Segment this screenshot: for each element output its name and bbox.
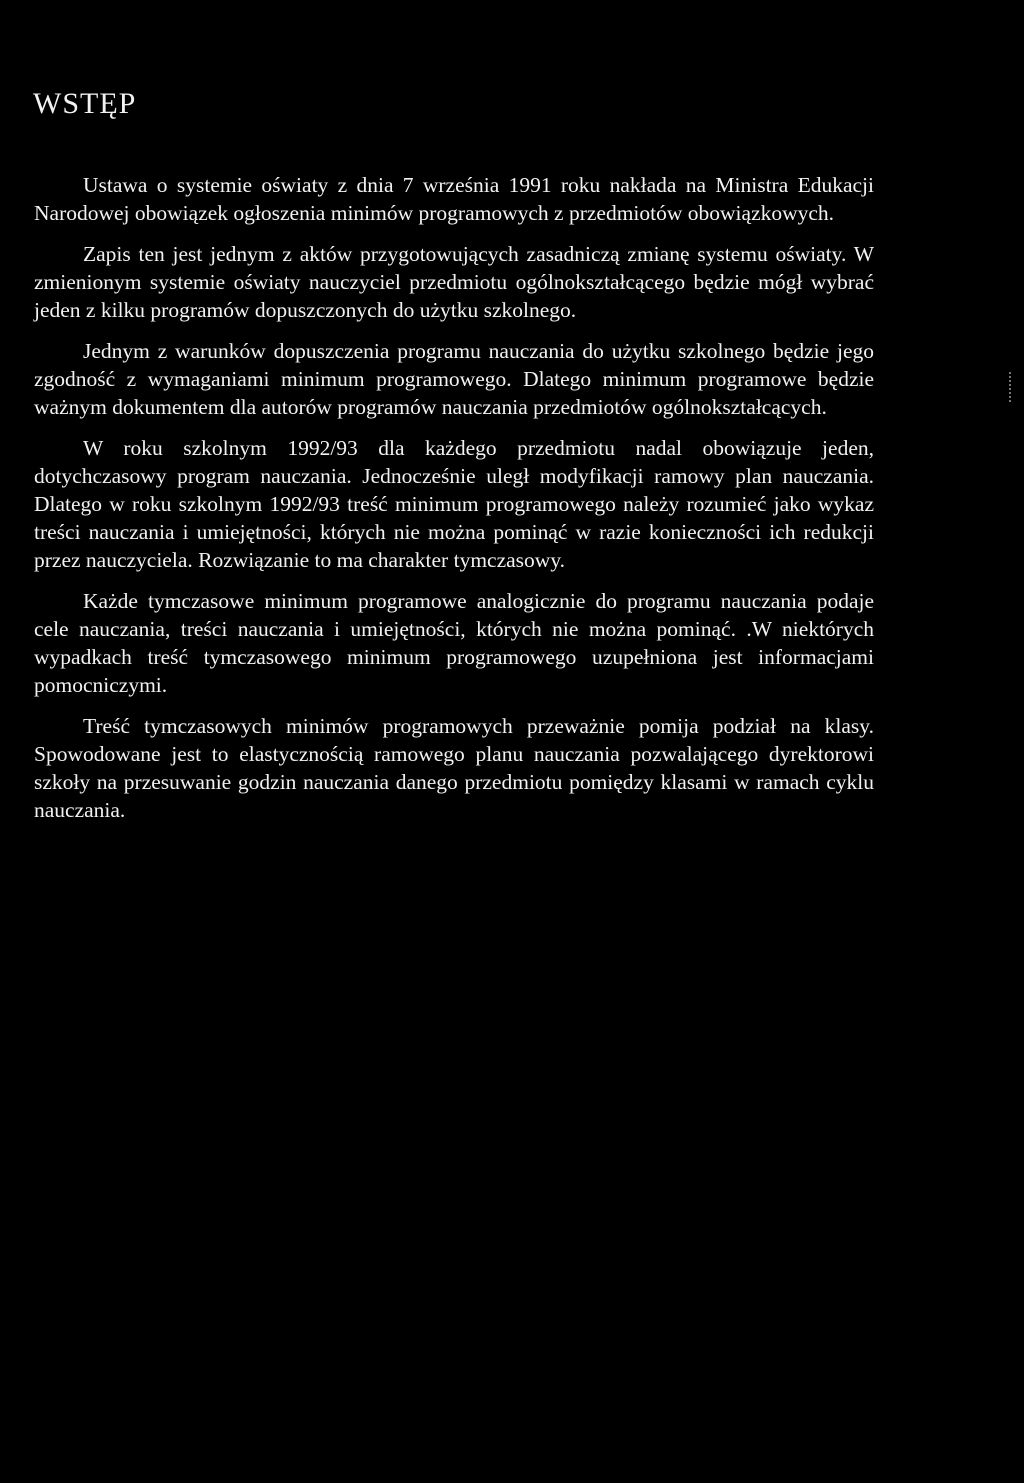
paragraph-6: Treść tymczasowych minimów programowych przeważnie pomija podział na klasy. Spowodowane jest to elastycznością ramowego planu nauczania pozwalającego dyrektorowi szkoły na przesuwanie godzin nauczania danego przedmiotu pomiędzy klasami w ramach cyklu nauczania.	[34, 714, 874, 822]
paragraph-5: Każde tymczasowe minimum programowe analogicznie do programu nauczania podaje cele nauczania, treści nauczania i umiejętności, których nie można pominąć. .W niektórych wypadkach treść tymczasowego minimum programowego uzupełniona jest informacjami pomocniczymi.	[34, 589, 874, 697]
paragraph-1: Ustawa o systemie oświaty z dnia 7 września 1991 roku nakłada na Ministra Edukacji Narodowej obowiązek ogłoszenia minimów programowych z przedmiotów obowiązkowych.	[34, 173, 874, 225]
scan-artifact	[1009, 372, 1013, 402]
paragraph-2: Zapis ten jest jednym z aktów przygotowujących zasadniczą zmianę systemu oświaty. W zmienionym systemie oświaty nauczyciel przedmiotu ogólnokształcącego będzie mógł wybrać jeden z kilku programów dopuszczonych do użytku szkolnego.	[34, 242, 874, 322]
paragraph-3: Jednym z warunków dopuszczenia programu nauczania do użytku szkolnego będzie jego zgodność z wymaganiami minimum programowego. Dlatego minimum programowe będzie ważnym dokumentem dla autorów programów nauczania przedmiotów ogólnokształcących.	[34, 339, 874, 419]
page-title: WSTĘP	[33, 87, 137, 120]
paragraph-4: W roku szkolnym 1992/93 dla każdego przedmiotu nadal obowiązuje jeden, dotychczasowy program nauczania. Jednocześnie uległ modyfikacji ramowy plan nauczania. Dlatego w roku szkolnym 1992/93 treść minimum programowego należy rozumieć jako wykaz treści nauczania i umiejętności, których nie można pominąć w razie konieczności ich redukcji przez nauczyciela. Rozwiązanie to ma charakter tymczasowy.	[34, 436, 874, 572]
body-text	[34, 171, 874, 837]
